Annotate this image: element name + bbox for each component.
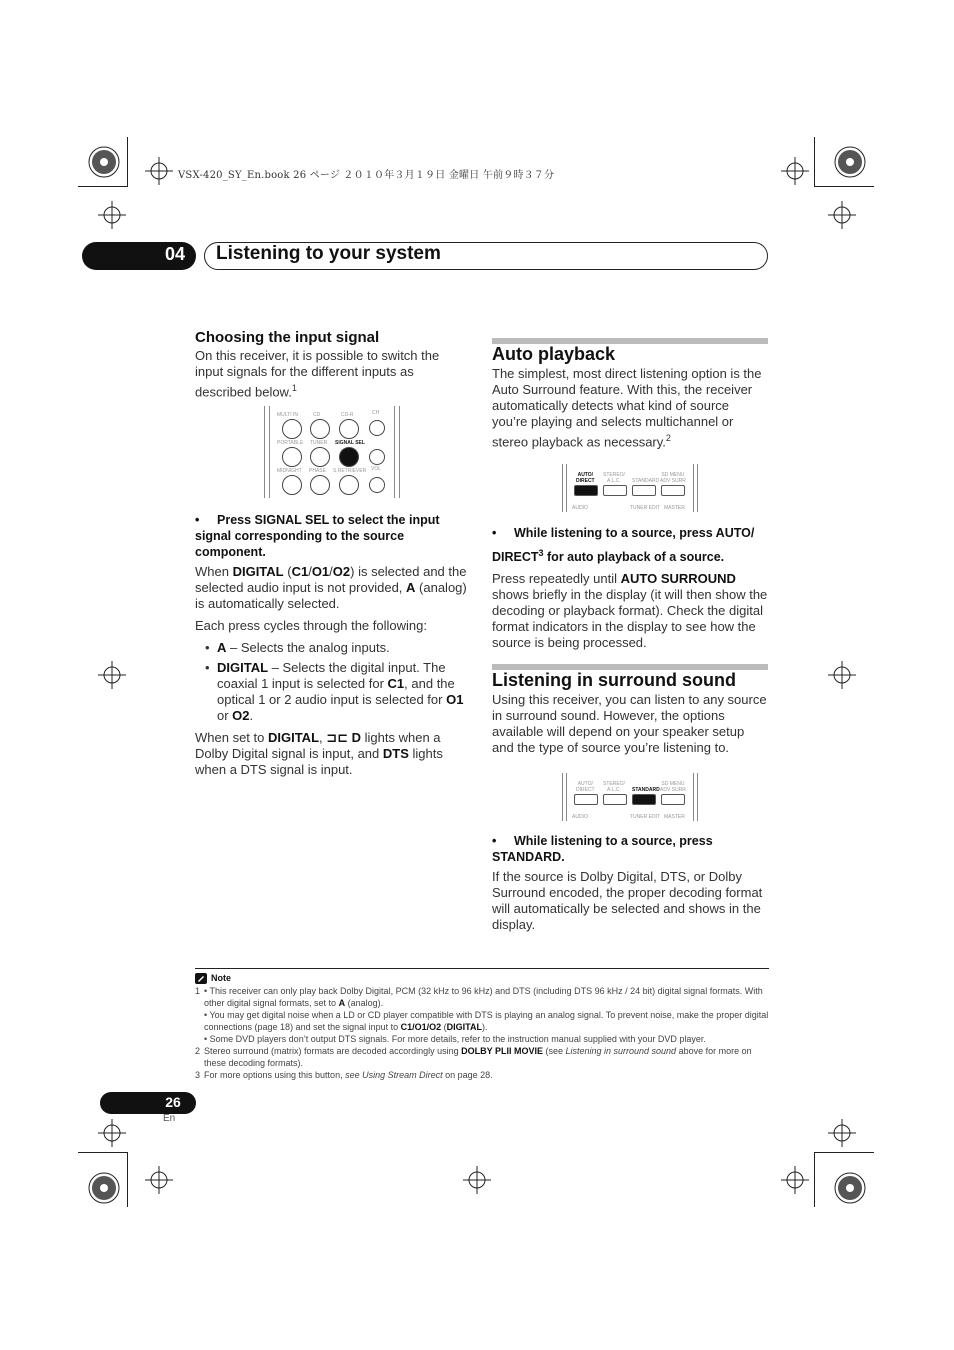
crosshair-icon xyxy=(98,201,126,229)
vol-up-button[interactable] xyxy=(369,449,385,465)
chapter-number: 04 xyxy=(164,244,186,264)
crop-mark xyxy=(814,186,874,187)
phase-button[interactable] xyxy=(310,475,330,495)
auto-explanation: Press repeatedly until AUTO SURROUND shows briefly in the display (it will then show the decoding or playback format). Check the digital format indicators in the display to see how the source is being processed. xyxy=(492,571,768,651)
panel-label: MASTER xyxy=(664,505,685,511)
panel-label: AUDIO xyxy=(572,814,588,820)
auto-direct-button[interactable] xyxy=(574,794,598,805)
panel-label: SD MENU ADV SURR xyxy=(660,781,686,793)
surround-steps xyxy=(492,833,768,937)
footnote: 2 Stereo surround (matrix) formats are decoded accordingly using DOLBY PLII MOVIE (see Listening in surround sound above for more on these decoding formats). xyxy=(195,1046,752,1068)
crop-mark xyxy=(78,186,128,187)
crosshair-icon xyxy=(145,157,173,185)
chapter-title: Listening to your system xyxy=(216,243,441,264)
page-number: 26 xyxy=(165,1094,181,1110)
step-instruction: • While listening to a source, press AUTO/ DIRECT$^3$ for auto playback of a source. xyxy=(492,526,755,565)
remote-label: TUNER xyxy=(310,440,328,446)
remote-label: MIDNIGHT xyxy=(277,468,302,474)
footnote: 1 • This receiver can only play back Dolby Digital, PCM (32 kHz to 96 kHz) and DTS (including DTS 96 kHz / 24 bit) digital signal formats. With other digital signal formats, set to A (analog). xyxy=(195,986,763,1008)
surround-intro: Using this receiver, you can listen to any source in surround sound. However, the options available will depend on your speaker setup and the type of source you’re listening to. xyxy=(492,692,767,755)
remote-label: MULTI IN xyxy=(277,412,299,418)
surround-section xyxy=(492,672,768,760)
section-heading-surround: Listening in surround sound xyxy=(492,670,736,690)
tuner-button[interactable] xyxy=(310,447,330,467)
remote-label: CD-R xyxy=(341,412,354,418)
left-column xyxy=(195,330,470,404)
midnight-button[interactable] xyxy=(282,475,302,495)
crosshair-icon xyxy=(98,661,126,689)
portable-button[interactable] xyxy=(282,447,302,467)
step-instruction: • While listening to a source, press STANDARD. xyxy=(492,834,713,864)
remote-label: VOL xyxy=(371,466,382,472)
crop-mark xyxy=(127,137,128,187)
option-list xyxy=(195,640,470,724)
adv-surr-button[interactable] xyxy=(661,485,685,496)
panel-label: STEREO/ A.L.C. xyxy=(603,472,625,484)
list-item: • DIGITAL – Selects the digital input. The coaxial 1 input is selected for C1, and the optical 1 or 2 audio input is selected for O1 or O2. xyxy=(195,660,470,724)
footnote: • Some DVD players don’t output DTS signals. For more details, refer to the instruction manual supplied with your DVD player. xyxy=(204,1034,706,1044)
auto-playback-section xyxy=(492,346,768,454)
left-column-body xyxy=(195,512,470,782)
notes-section xyxy=(195,968,769,1081)
section-heading-auto-playback: Auto playback xyxy=(492,344,616,364)
footnote: • You may get digital noise when a LD or CD player compatible with DTS is playing an analog signal. To prevent noise, make the proper digital connections (page 18) and set the signal input to C1/O1/O2 (DIGITAL). xyxy=(204,1010,769,1032)
auto-direct-button[interactable] xyxy=(574,485,598,496)
signal-sel-button[interactable] xyxy=(339,447,359,467)
panel-label: SD MENU ADV SURR xyxy=(660,472,686,484)
note-pencil-icon xyxy=(195,973,207,984)
cd-button[interactable] xyxy=(310,419,330,439)
panel-label: AUTO/ DIRECT xyxy=(576,472,595,484)
crosshair-icon xyxy=(145,1166,173,1194)
crosshair-icon xyxy=(781,157,809,185)
crop-mark xyxy=(127,1152,128,1207)
intro-paragraph: On this receiver, it is possible to switch the input signals for the different inputs as described below.$^1$ xyxy=(195,348,440,400)
s-retriever-button[interactable] xyxy=(339,475,359,495)
remote-label: PORTABLE xyxy=(277,440,304,446)
registration-mark-icon xyxy=(86,144,122,180)
notes-header xyxy=(195,972,769,984)
crop-mark xyxy=(78,1152,128,1153)
crosshair-icon xyxy=(98,1119,126,1147)
footnote: 3 For more options using this button, see Using Stream Direct on page 28. xyxy=(195,1070,493,1080)
section-heading-input-signal: Choosing the input signal xyxy=(195,329,380,346)
indicator-explanation: When set to DIGITAL, ⊐⊏ D lights when a Dolby Digital signal is input, and DTS lights when a DTS signal is input. xyxy=(195,730,443,777)
panel-label: STANDARD xyxy=(632,787,660,793)
panel-label: TUNER EDIT xyxy=(630,814,660,820)
crosshair-icon xyxy=(781,1166,809,1194)
surround-explanation: If the source is Dolby Digital, DTS, or Dolby Surround encoded, the proper decoding format will automatically be selected and shows in the display. xyxy=(492,869,763,932)
panel-label: AUDIO xyxy=(572,505,588,511)
crop-mark xyxy=(814,1152,874,1153)
panel-label: STANDARD xyxy=(632,478,660,484)
crop-mark xyxy=(814,1152,815,1207)
crosshair-icon xyxy=(828,201,856,229)
list-item: • A – Selects the analog inputs. xyxy=(195,640,470,656)
print-header: VSX-420_SY_En.book 26 ページ ２０１０年３月１９日 金曜日 午前９時３７分 xyxy=(178,170,555,181)
step-instruction: • Press SIGNAL SEL to select the input signal corresponding to the source component. xyxy=(195,513,440,559)
remote-label: S.RETRIEVER xyxy=(333,468,367,474)
multi-in-button[interactable] xyxy=(282,419,302,439)
stereo-alc-button[interactable] xyxy=(603,794,627,805)
panel-label: MASTER xyxy=(664,814,685,820)
cycle-intro: Each press cycles through the following: xyxy=(195,618,427,633)
remote-label: CD xyxy=(313,412,321,418)
registration-mark-icon xyxy=(86,1170,122,1206)
standard-button[interactable] xyxy=(632,485,656,496)
auto-steps xyxy=(492,523,768,655)
remote-label: PHASE xyxy=(309,468,326,474)
panel-label: STEREO/ A.L.C. xyxy=(603,781,625,793)
remote-label: CH xyxy=(372,410,380,416)
front-panel-illustration xyxy=(562,464,698,512)
crosshair-icon xyxy=(828,661,856,689)
ch-button[interactable] xyxy=(369,420,385,436)
crosshair-icon xyxy=(828,1119,856,1147)
front-panel-illustration xyxy=(562,773,698,821)
auto-intro: The simplest, most direct listening option is the Auto Surround feature. With this, the receiver automatically detects what kind of source you’re playing and selects multichannel or stereo playback as necessary.$^2$ xyxy=(492,366,762,450)
registration-mark-icon xyxy=(832,1170,868,1206)
crosshair-icon xyxy=(463,1166,491,1194)
panel-label: AUTO/ DIRECT xyxy=(576,781,595,793)
vol-down-button[interactable] xyxy=(369,477,385,493)
stereo-alc-button[interactable] xyxy=(603,485,627,496)
notes-label: Note xyxy=(211,973,231,983)
standard-button[interactable] xyxy=(632,794,656,805)
adv-surr-button[interactable] xyxy=(661,794,685,805)
digital-explanation: When DIGITAL (C1/O1/O2) is selected and the selected audio input is not provided, A (analog) is automatically selected. xyxy=(195,564,467,611)
remote-label: SIGNAL SEL xyxy=(335,440,365,446)
registration-mark-icon xyxy=(832,144,868,180)
remote-illustration xyxy=(264,406,400,498)
page-language: En xyxy=(163,1113,176,1124)
panel-label: TUNER EDIT xyxy=(630,505,660,511)
crop-mark xyxy=(814,137,815,187)
cd-r-button[interactable] xyxy=(339,419,359,439)
